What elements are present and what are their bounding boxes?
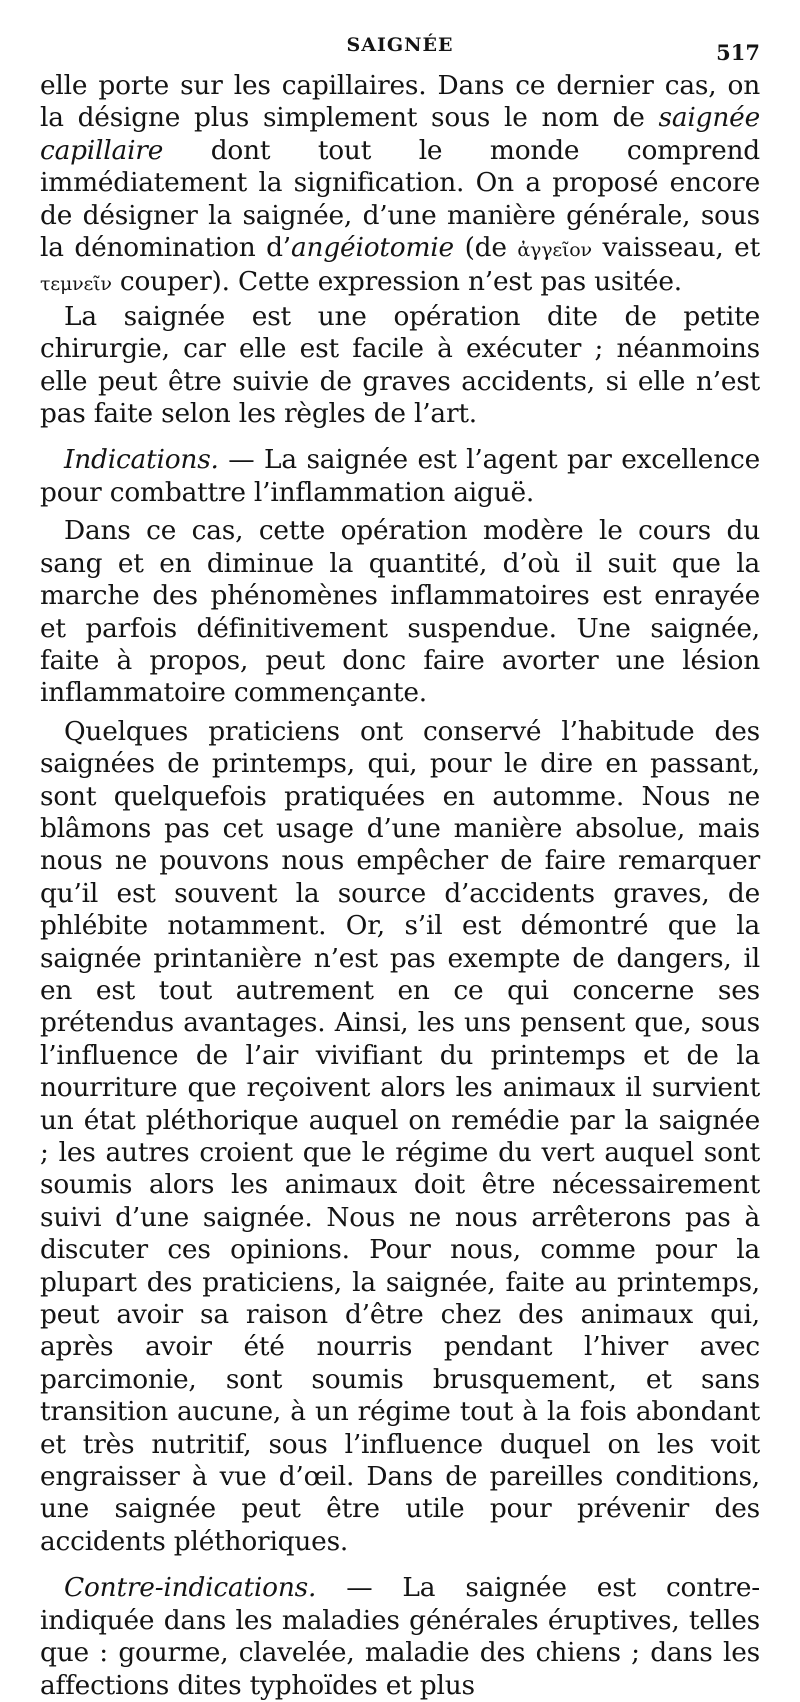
paragraph-inflammation-effect: Dans ce cas, cette opération modère le cours du sang et en diminue la quantité, d’où il suit que la marche des phénomènes inflammatoires est enrayée et parfois définitivement suspendue. Une saignée, faite à propos, peut donc faire avorter une lésion inflammatoire commençante.	[40, 515, 760, 709]
text-run: — La saignée est contre-indiquée dans les maladies générales éruptives, telles que : gourme, clavelée, maladie des chiens ; dans les affections dites typhoïdes et plus	[40, 1572, 760, 1701]
greek-word: ἀγγεῖον	[517, 239, 592, 262]
italic-term: angéiotomie	[291, 232, 454, 264]
text-run: — La saignée est l’agent par excellence pour combattre l’inflammation aiguë.	[40, 444, 760, 508]
text-run: dont tout le monde comprend immédiatement la signification. On a proposé encore de désigner la saignée, d’une manière générale, sous la dénomination d’	[40, 134, 760, 264]
section-heading-indications: Indications.	[64, 444, 219, 476]
paragraph-spring-bleeding: Quelques praticiens ont conservé l’habitude des saignées de printemps, qui, pour le dire en passant, sont quelquefois pratiquées en automme. Nous ne blâmons pas cet usage d’une manière absolue, mais nous ne pouvons nous empêcher de faire remarquer qu’il est souvent la source d’accidents graves, de phlébite notamment. Or, s’il est démontré que la saignée printanière n’est pas exempte de dangers, il en est tout autrement en ce qui concerne ses prétendus avantages. Ainsi, les uns pensent que, sous l’influence de l’air vivifiant du printemps et de la nourriture que reçoivent alors les animaux il survient un état pléthorique auquel on remédie par la saignée ; les autres croient que le régime du vert auquel sont soumis alors les animaux doit être nécessairement suivi d’une saignée. Nous ne nous arrêterons pas à discuter ces opinions. Pour nous, comme pour la plupart des praticiens, la saignée, faite au printemps, peut avoir sa raison d’être chez des animaux qui, après avoir été nourris pendant l’hiver avec parcimonie, sont soumis brusquement, et sans transition aucune, à un régime tout à la fois abondant et très nutritif, sous l’influence duquel on les voit engraisser à vue d’œil. Dans de pareilles conditions, une saignée peut être utile pour prévenir des accidents pléthoriques.	[40, 715, 760, 1557]
greek-word: τεμνεῖν	[40, 273, 112, 296]
paragraph-capillary-bleeding	[40, 70, 760, 301]
section-heading-contraindications: Contre-indications.	[64, 1572, 317, 1604]
paragraph-contraindications	[40, 1572, 760, 1702]
page-number: 517	[716, 40, 760, 65]
running-title: SAIGNÉE	[346, 34, 454, 56]
text-run: (de	[453, 232, 518, 264]
text-run: vaisseau, et	[591, 232, 760, 264]
italic-term: saignée capillaire	[40, 102, 760, 166]
text-run: couper). Cette expression n’est pas usitée.	[111, 266, 682, 298]
text-run: elle porte sur les capillaires. Dans ce dernier cas, on la désigne plus simplement sous le nom de	[40, 70, 760, 134]
paragraph-indications	[40, 444, 760, 509]
paragraph-minor-surgery: La saignée est une opération dite de petite chirurgie, car elle est facile à exécuter ; néanmoins elle peut être suivie de graves accidents, si elle n’est pas faite selon les règles de l’art.	[40, 300, 760, 430]
running-head	[40, 0, 760, 70]
